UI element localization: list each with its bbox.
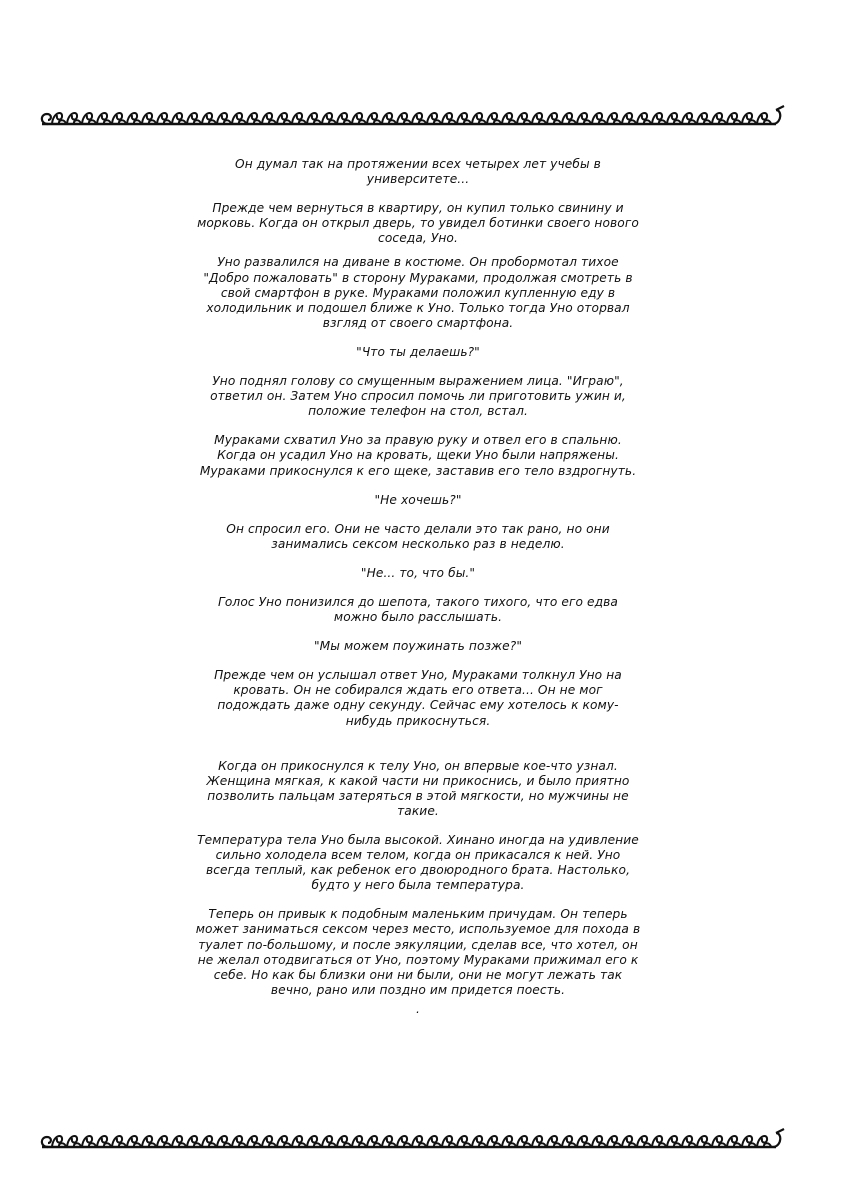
ornament-icon bbox=[38, 1123, 788, 1157]
dialogue-4: "Мы можем поужинать позже?" bbox=[313, 639, 523, 654]
ornament-curl bbox=[562, 1136, 576, 1147]
ornament-curl bbox=[187, 113, 201, 124]
ornament-curl bbox=[442, 113, 456, 124]
ornament-curl bbox=[367, 1136, 381, 1147]
paragraph-1: Он думал так на протяжении всех четырех лет учебы в университете... bbox=[235, 157, 601, 187]
ornament-curl bbox=[502, 1136, 516, 1147]
ornament-curl bbox=[547, 113, 561, 124]
ornament-curl bbox=[682, 1136, 696, 1147]
ornament-curl bbox=[97, 113, 111, 124]
ornament-curl bbox=[457, 113, 471, 124]
ornament-curl bbox=[592, 113, 606, 124]
ornament-curl bbox=[682, 113, 696, 124]
ornament-curl bbox=[157, 113, 171, 124]
ornament-curl bbox=[67, 1136, 81, 1147]
paragraph-9: Когда он прикоснулся к телу Уно, он впервые кое-что узнал. Женщина мягкая, к какой части ни прикоснись, и было приятно позволить пальцам затеряться в этой мягкости, но мужчины не такие. bbox=[206, 758, 630, 818]
ornament-curl bbox=[217, 1136, 231, 1147]
ornament-curl bbox=[112, 1136, 126, 1147]
ornament-curl bbox=[637, 113, 651, 124]
ornament-curl bbox=[127, 113, 141, 124]
ornament-curl bbox=[367, 113, 381, 124]
ornament-flourish bbox=[774, 1129, 784, 1147]
ornament-curl bbox=[52, 113, 66, 124]
story-text bbox=[195, 157, 641, 1014]
ornament-curl bbox=[667, 113, 681, 124]
ornament-curl bbox=[292, 113, 306, 124]
ornament-curl bbox=[217, 113, 231, 124]
ornament-curl bbox=[532, 113, 546, 124]
ornament-curl bbox=[742, 1136, 756, 1147]
ornament-curl bbox=[697, 1136, 711, 1147]
end-mark: . bbox=[416, 1001, 420, 1016]
ornament-curl bbox=[307, 113, 321, 124]
ornament-curl bbox=[67, 113, 81, 124]
ornament-curl bbox=[82, 1136, 96, 1147]
ornament-curl bbox=[472, 1136, 486, 1147]
ornament-curl bbox=[757, 1136, 771, 1147]
ornament-curl bbox=[727, 1136, 741, 1147]
ornament-curl bbox=[487, 113, 501, 124]
ornament-curl bbox=[337, 1136, 351, 1147]
ornament-curl bbox=[652, 1136, 666, 1147]
dialogue-2: "Не хочешь?" bbox=[374, 492, 462, 507]
ornament-curl bbox=[307, 1136, 321, 1147]
paragraph-10: Температура тела Уно была высокой. Хинано иногда на удивление сильно холодела всем телом, когда он прикасался к ней. Уно всегда теплый, как ребенок его двоюродного брата. Настолько, будто у него была температура. bbox=[197, 833, 639, 893]
ornament-curl bbox=[427, 1136, 441, 1147]
paragraph-11: Теперь он привык к подобным маленьким причудам. Он теперь может заниматься сексом через место, используемое для похода в туалет по-большому, и после эякуляции, сделав все, что хотел, он не желал отодвигаться от Уно, поэтому Мураками прижимал его к себе. Но как бы близки они ни были, они не могут лежать так вечно, рано или поздно им придется поесть. bbox=[195, 907, 641, 997]
ornament-curl bbox=[547, 1136, 561, 1147]
ornament-curl bbox=[622, 113, 636, 124]
ornament-curl bbox=[502, 113, 516, 124]
ornament-curl bbox=[712, 1136, 726, 1147]
paragraph-6: Он спросил его. Они не часто делали это так рано, но они занимались сексом несколько раз в неделю. bbox=[226, 521, 610, 551]
ornamental-border-top bbox=[38, 100, 788, 134]
ornament-curl bbox=[577, 1136, 591, 1147]
ornament-curl bbox=[412, 1136, 426, 1147]
ornament-curl bbox=[757, 113, 771, 124]
ornament-curl bbox=[352, 113, 366, 124]
dialogue-3: "Не... то, что бы." bbox=[360, 565, 476, 580]
ornament-curl bbox=[202, 1136, 216, 1147]
ornament-curl bbox=[157, 1136, 171, 1147]
ornament-curl bbox=[727, 113, 741, 124]
ornament-curl bbox=[82, 113, 96, 124]
ornamental-border-bottom bbox=[38, 1123, 788, 1157]
ornament-curl bbox=[172, 113, 186, 124]
ornament-curl bbox=[637, 1136, 651, 1147]
ornament-curl bbox=[42, 114, 51, 124]
ornament-curl bbox=[202, 113, 216, 124]
ornament-curl bbox=[277, 113, 291, 124]
ornament-curl bbox=[142, 1136, 156, 1147]
dialogue-1: "Что ты делаешь?" bbox=[356, 344, 480, 359]
ornament-curl bbox=[277, 1136, 291, 1147]
ornament-curl bbox=[337, 113, 351, 124]
ornament-curl bbox=[397, 113, 411, 124]
ornament-curl bbox=[352, 1136, 366, 1147]
ornament-curl bbox=[247, 113, 261, 124]
ornament-curl bbox=[142, 113, 156, 124]
paragraph-3: Уно развалился на диване в костюме. Он пробормотал тихое "Добро пожаловать" в сторону Мураками, продолжая смотреть в свой смартфон в руке. Мураками положил купленную еду в холодильник и подошел ближе к Уно. Только тогда Уно оторвал взгляд от своего смартфона. bbox=[203, 255, 633, 330]
ornament-curl bbox=[382, 113, 396, 124]
ornament-curl bbox=[592, 1136, 606, 1147]
ornament-curl bbox=[42, 1137, 51, 1147]
ornament-curl bbox=[322, 1136, 336, 1147]
ornament-curl bbox=[397, 1136, 411, 1147]
ornament-curl bbox=[127, 1136, 141, 1147]
ornament-curl bbox=[517, 1136, 531, 1147]
ornament-curl bbox=[607, 113, 621, 124]
ornament-curl bbox=[232, 1136, 246, 1147]
ornament-curl bbox=[472, 113, 486, 124]
ornament-curl bbox=[697, 113, 711, 124]
ornament-curl bbox=[532, 1136, 546, 1147]
ornament-curl bbox=[442, 1136, 456, 1147]
paragraph-4: Уно поднял голову со смущенным выражением лица. "Играю", ответил он. Затем Уно спросил помочь ли приготовить ужин и, положие телефон на стол, встал. bbox=[210, 374, 626, 419]
ornament-flourish bbox=[774, 106, 784, 124]
ornament-curl bbox=[112, 113, 126, 124]
ornament-curl bbox=[562, 113, 576, 124]
ornament-curl bbox=[247, 1136, 261, 1147]
ornament-curl bbox=[172, 1136, 186, 1147]
ornament-curl bbox=[52, 1136, 66, 1147]
ornament-curl bbox=[412, 113, 426, 124]
ornament-curl bbox=[427, 113, 441, 124]
paragraph-7: Голос Уно понизился до шепота, такого тихого, что его едва можно было расслышать. bbox=[217, 594, 618, 625]
ornament-curl bbox=[262, 113, 276, 124]
ornament-curl bbox=[622, 1136, 636, 1147]
ornament-curl bbox=[517, 113, 531, 124]
ornament-curl bbox=[742, 113, 756, 124]
paragraph-8: Прежде чем он услышал ответ Уно, Мураками толкнул Уно на кровать. Он не собирался ждать его ответа... Он не мог подождать даже одну секунду. Сейчас ему хотелось к кому-нибудь прикоснуться. bbox=[214, 668, 622, 728]
ornament-curl bbox=[382, 1136, 396, 1147]
ornament-curl bbox=[187, 1136, 201, 1147]
ornament-curl bbox=[652, 113, 666, 124]
paragraph-2: Прежде чем вернуться в квартиру, он купил только свинину и морковь. Когда он открыл дверь, то увидел ботинки своего нового соседа, Уно. bbox=[197, 201, 639, 246]
ornament-curl bbox=[712, 113, 726, 124]
ornament-curl bbox=[322, 113, 336, 124]
paragraph-5: Мураками схватил Уно за правую руку и отвел его в спальню. Когда он усадил Уно на кровать, щеки Уно были напряжены. Мураками прикоснулся к его щеке, заставив его тело вздрогнуть. bbox=[199, 433, 637, 478]
ornament-curl bbox=[232, 113, 246, 124]
ornament-curl bbox=[292, 1136, 306, 1147]
ornament-curl bbox=[457, 1136, 471, 1147]
ornament-curl bbox=[577, 113, 591, 124]
ornament-icon bbox=[38, 100, 788, 134]
ornament-curl bbox=[97, 1136, 111, 1147]
ornament-curl bbox=[607, 1136, 621, 1147]
ornament-curl bbox=[262, 1136, 276, 1147]
ornament-curl bbox=[667, 1136, 681, 1147]
ornament-curl bbox=[487, 1136, 501, 1147]
